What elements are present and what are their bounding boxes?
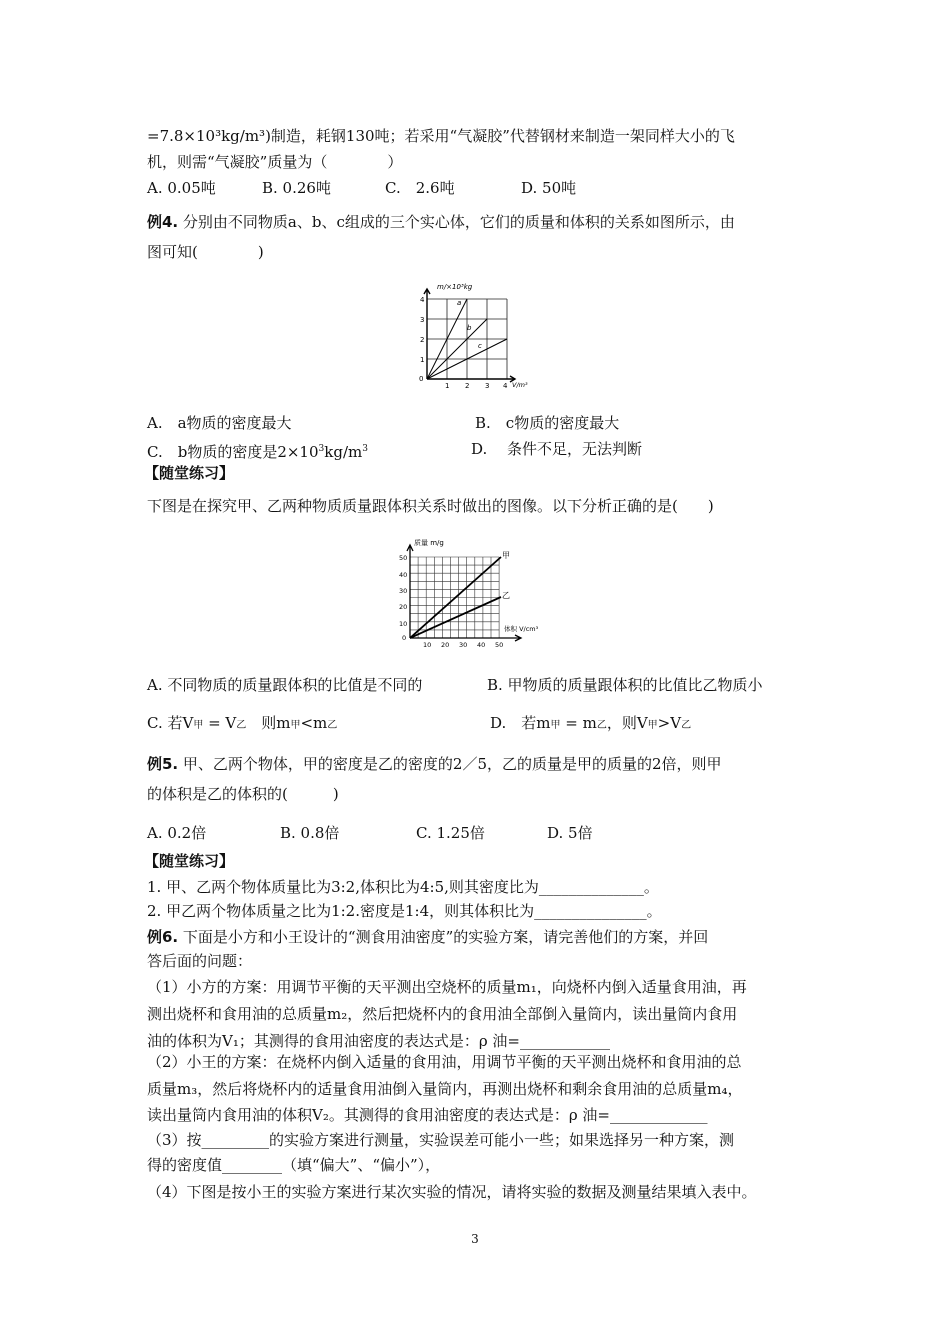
ex4-ytick: 1 <box>420 356 425 364</box>
practice1-option-d: D. 若m甲 = m乙，则V甲>V乙 <box>490 714 692 732</box>
practice1-xtick: 50 <box>495 641 504 649</box>
ex4-ylabel: m/×10³kg <box>437 283 473 291</box>
practice1-option-c: C. 若V甲 = V乙 则m甲<m乙 <box>147 714 338 732</box>
ex6-p3-line1: （3）按_________的实验方案进行测量，实验误差可能小一些；如果选择另一种方案，测 <box>147 1131 735 1149</box>
ex4-ytick: 4 <box>420 296 425 304</box>
practice1-line-yi <box>410 597 501 638</box>
practice1-ytick: 40 <box>399 571 408 579</box>
q3-line1: =7.8×10³kg/m³)制造，耗钢130吨；若采用“气凝胶”代替钢材来制造一架同样大小的飞 <box>147 127 735 145</box>
ex4-option-c: C. b物质的密度是$2\times 10^3kg/m^3$ <box>147 443 368 461</box>
ex6-p2-line3: 读出量筒内食用油的体积V₂。其测得的食用油密度的表达式是：ρ 油=_____________ <box>147 1106 708 1124</box>
ex6-line2: 答后面的问题： <box>147 952 253 970</box>
practice1-option-a: A. 不同物质的质量跟体积的比值是不同的 <box>147 676 423 694</box>
practice1-ylabel: 质量 m/g <box>414 539 444 547</box>
practice1-ytick: 30 <box>399 587 408 595</box>
ex6-p1-line1: （1）小方的方案：用调节平衡的天平测出空烧杯的质量m₁，向烧杯内倒入适量食用油，再 <box>147 978 747 996</box>
practice1-xtick: 30 <box>459 641 468 649</box>
ex4-option-d: D. 条件不足，无法判断 <box>471 440 643 458</box>
ex6-p2-line1: （2）小王的方案：在烧杯内倒入适量的食用油，用调节平衡的天平测出烧杯和食用油的总 <box>147 1053 742 1071</box>
practice1-xlabel: 体积 V/cm³ <box>504 625 539 633</box>
ex5-option-c: C. 1.25倍 <box>416 824 485 842</box>
ex4-label-a: a <box>457 299 462 307</box>
ex6-p4-line1: （4）下图是按小王的实验方案进行某次实验的情况，请将实验的数据及测量结果填入表中。 <box>147 1183 757 1201</box>
practice2-q2: 2. 甲乙两个物体质量之比为1:2.密度是1:4，则其体积比为_______________。 <box>147 902 662 920</box>
practice1-question: 下图是在探究甲、乙两种物质质量跟体积关系时做出的图像。以下分析正确的是( ) <box>147 497 714 515</box>
ex5-option-d: D. 5倍 <box>547 824 593 842</box>
ex5-label: 例5. <box>147 755 179 773</box>
ex5-line1 <box>147 754 722 774</box>
practice1-label-jia: 甲 <box>502 551 510 560</box>
practice1-xtick: 40 <box>477 641 486 649</box>
ex4-label: 例4. <box>147 213 179 231</box>
ex4-label-c: c <box>478 342 482 350</box>
practice2-header: 【随堂练习】 <box>144 852 235 870</box>
q3-option-d: D. 50吨 <box>521 179 577 197</box>
practice1-xtick: 10 <box>423 641 432 649</box>
practice1-ytick: 20 <box>399 603 408 611</box>
practice1-origin: 0 <box>402 634 407 642</box>
practice1-xtick: 20 <box>441 641 450 649</box>
ex4-xlabel: V/m³ <box>512 381 528 389</box>
ex4-option-b: B. c物质的密度最大 <box>475 414 620 432</box>
ex4-ytick: 3 <box>420 316 425 324</box>
ex6-text: 下面是小方和小王设计的“测食用油密度”的实验方案，请完善他们的方案，并回 <box>182 928 709 946</box>
ex4-graph <box>415 280 540 390</box>
ex4-xtick: 1 <box>445 382 450 390</box>
q3-line2: 机，则需“气凝胶”质量为（ ） <box>147 153 403 171</box>
ex6-p2-line2: 质量m₃，然后将烧杯内的适量食用油倒入量筒内，再测出烧杯和剩余食用油的总质量m₄， <box>147 1080 743 1098</box>
practice1-ytick: 50 <box>399 554 408 562</box>
q3-option-b: B. 0.26吨 <box>262 179 331 197</box>
page-number: 3 <box>471 1232 479 1246</box>
practice1-option-b: B. 甲物质的质量跟体积的比值比乙物质小 <box>487 676 763 694</box>
ex5-line2: 的体积是乙的体积的( ) <box>147 785 339 803</box>
ex4-xtick: 4 <box>503 382 508 390</box>
ex6-line1 <box>147 927 708 947</box>
ex4-origin: 0 <box>419 375 424 383</box>
ex4-label-b: b <box>467 324 472 332</box>
ex4-text: 分别由不同物质a、b、c组成的三个实心体，它们的质量和体积的关系如图所示，由 <box>182 213 735 231</box>
ex5-text: 甲、乙两个物体，甲的密度是乙的密度的2／5，乙的质量是甲的质量的2倍，则甲 <box>182 755 722 773</box>
ex4-line2: 图可知( ) <box>147 243 264 261</box>
practice2-q1: 1. 甲、乙两个物体质量比为3:2,体积比为4:5,则其密度比为______________。 <box>147 878 659 896</box>
ex5-option-a: A. 0.2倍 <box>147 824 207 842</box>
ex6-p3-line2: 得的密度值________（填“偏大”、“偏小”）， <box>147 1156 441 1174</box>
practice1-label-yi: 乙 <box>502 591 510 600</box>
practice1-ytick: 10 <box>399 620 408 628</box>
ex6-p1-line3: 油的体积为V₁；其测得的食用油密度的表达式是：ρ 油=____________ <box>147 1032 611 1050</box>
ex6-label: 例6. <box>147 928 179 946</box>
practice1-header: 【随堂练习】 <box>144 464 235 482</box>
ex4-option-a: A. a物质的密度最大 <box>147 414 292 432</box>
ex4-xtick: 2 <box>465 382 470 390</box>
ex4-ytick: 2 <box>420 336 425 344</box>
q3-option-c: C. 2.6吨 <box>385 179 455 197</box>
ex5-option-b: B. 0.8倍 <box>280 824 340 842</box>
q3-option-a: A. 0.05吨 <box>147 179 216 197</box>
practice1-graph <box>390 536 555 654</box>
ex4-xtick: 3 <box>485 382 490 390</box>
ex4-line1 <box>147 212 735 232</box>
ex6-p1-line2: 测出烧杯和食用油的总质量m₂，然后把烧杯内的食用油全部倒入量筒内，读出量筒内食用 <box>147 1005 738 1023</box>
